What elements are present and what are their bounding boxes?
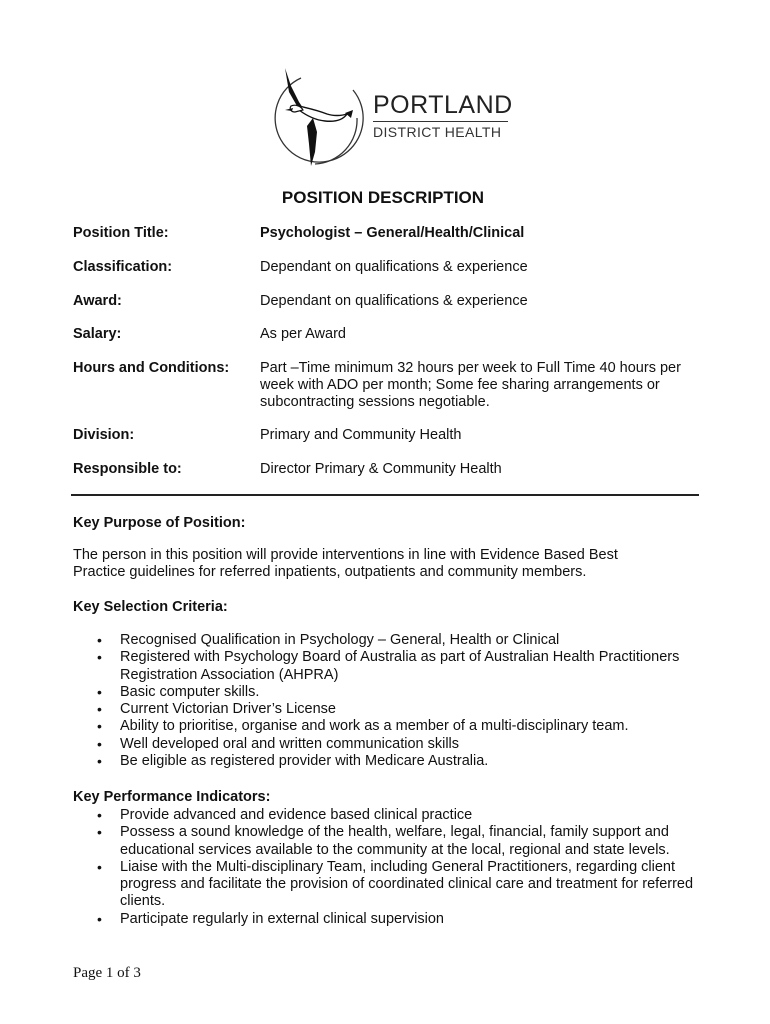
list-item — [73, 824, 713, 859]
bullet-icon: • — [97, 718, 102, 735]
field-value: Dependant on qualifications & experience — [260, 293, 528, 309]
kpi-heading: Key Performance Indicators: — [73, 789, 271, 805]
bullet-icon: • — [97, 753, 102, 770]
field-value: Dependant on qualifications & experience — [260, 259, 528, 275]
list-item-text: Possess a sound knowledge of the health, welfare, legal, financial, family support and educational services available to the community at the local, regional and state levels. — [120, 824, 670, 858]
field-label: Division: — [73, 427, 135, 443]
bullet-icon: • — [97, 735, 102, 752]
list-item — [73, 911, 713, 928]
list-item — [73, 859, 713, 911]
list-item-text: Be eligible as registered provider with Medicare Australia. — [120, 753, 489, 770]
logo-divider — [373, 121, 508, 122]
bullet-icon: • — [97, 632, 102, 648]
list-item — [73, 753, 713, 770]
logo-name-line2: DISTRICT HEALTH — [373, 124, 502, 140]
field-label: Hours and Conditions: — [73, 360, 230, 376]
list-item-text: Liaise with the Multi-disciplinary Team, including General Practitioners, regarding client progress and facilitate the provision of coordinated clinical care and treatment for referred clients. — [120, 858, 694, 910]
list-item-text: Ability to prioritise, organise and work as a member of a multi-disciplinary team. — [120, 718, 629, 735]
page-number: Page 1 of 3 — [73, 965, 141, 981]
field-value: Part –Time minimum 32 hours per week to Full Time 40 hours per week with ADO per month; Some fee sharing arrangements or subcontracting sessions negotiable. — [260, 360, 681, 410]
list-item-text: Participate regularly in external clinical supervision — [120, 910, 444, 927]
field-value: Psychologist – General/Health/Clinical — [260, 225, 525, 241]
bullet-icon: • — [97, 683, 102, 700]
field-label: Responsible to: — [73, 461, 182, 477]
logo-name-line1: PORTLAND — [373, 91, 513, 119]
field-label: Award: — [73, 293, 122, 309]
key-selection-list — [73, 632, 713, 770]
bullet-icon: • — [97, 824, 102, 841]
field-value: Director Primary & Community Health — [260, 461, 502, 477]
portland-district-health-logo — [255, 66, 525, 176]
field-value: As per Award — [260, 326, 346, 342]
bullet-icon: • — [97, 858, 102, 875]
list-item-text: Provide advanced and evidence based clinical practice — [120, 807, 473, 823]
kpi-list — [73, 807, 713, 928]
field-label: Salary: — [73, 326, 122, 342]
list-item — [73, 649, 713, 684]
list-item — [73, 632, 713, 649]
key-purpose-text: The person in this position will provide interventions in line with Evidence Based Best Practice guidelines for referred inpatients, outpatients and community members. — [73, 547, 618, 580]
list-item — [73, 701, 713, 718]
bullet-icon: • — [97, 807, 102, 823]
section-divider — [71, 494, 699, 496]
field-label: Classification: — [73, 259, 173, 275]
list-item — [73, 736, 713, 753]
list-item-text: Well developed oral and written communication skills — [120, 735, 460, 752]
field-label: Position Title: — [73, 225, 169, 241]
list-item-text: Current Victorian Driver’s License — [120, 701, 336, 718]
bird-in-circle-icon — [255, 66, 373, 176]
document-title-text: POSITION DESCRIPTION — [281, 188, 485, 207]
list-item-text: Basic computer skills. — [120, 683, 260, 700]
list-item — [73, 684, 713, 701]
key-selection-heading: Key Selection Criteria: — [73, 599, 228, 615]
bullet-icon: • — [97, 649, 102, 666]
field-value: Primary and Community Health — [260, 427, 462, 443]
list-item — [73, 718, 713, 735]
bullet-icon: • — [97, 701, 102, 718]
list-item-text: Registered with Psychology Board of Australia as part of Australian Health Practitioners Registration Association (AHPRA) — [120, 649, 680, 683]
list-item-text: Recognised Qualification in Psychology – General, Health or Clinical — [120, 632, 560, 648]
bullet-icon: • — [97, 910, 102, 927]
list-item — [73, 807, 713, 824]
document-title — [0, 188, 770, 208]
key-purpose-heading: Key Purpose of Position: — [73, 515, 246, 531]
